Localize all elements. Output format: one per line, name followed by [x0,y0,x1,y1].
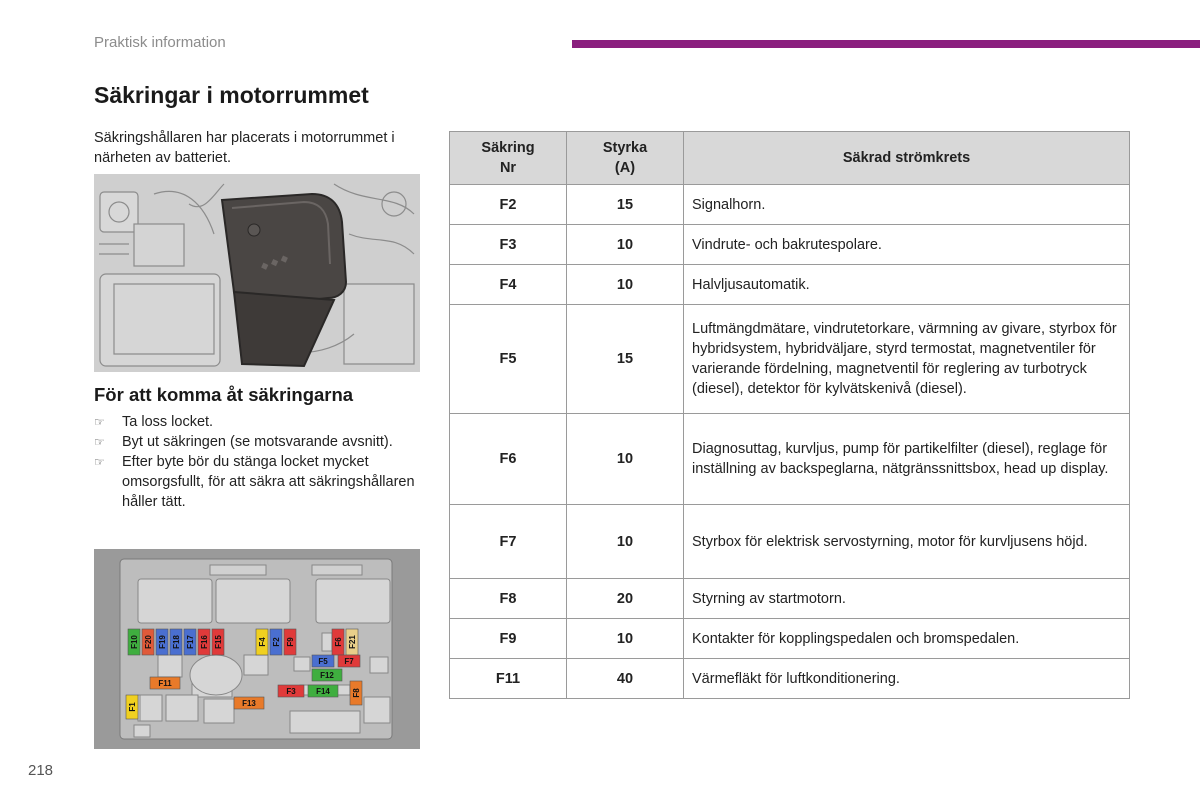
fuse-circuit: Styrning av startmotorn. [684,579,1130,619]
list-item [94,432,424,452]
fuse-label: F18 [172,635,181,649]
table-row [450,659,1130,699]
fuse-label: F9 [286,637,295,647]
pointing-hand-icon: ☞ [94,435,105,449]
fuse-rating: 15 [567,305,684,414]
fuse-label: F17 [186,635,195,649]
fuse-f1 [126,695,138,719]
fuse-label: F21 [348,635,357,649]
fuse-label: F2 [272,637,281,647]
table-row [450,505,1130,579]
step-text: Byt ut säkringen (se motsvarande avsnitt). [122,434,393,450]
fuse-circuit: Signalhorn. [684,185,1130,225]
fuse-f13 [234,697,264,709]
table-row [450,265,1130,305]
header-accent-bar [572,40,1200,48]
column-header-label: Säkring Nr [481,140,535,176]
fuse-f14 [308,685,338,697]
fuse-label: F4 [258,637,267,647]
fuse-rating: 10 [567,619,684,659]
fuse-f16 [198,629,210,655]
section-header: Praktisk information [94,34,226,51]
fuse-label: F10 [130,635,139,649]
fuse-f17 [184,629,196,655]
fuse-label: F3 [286,687,296,696]
fuse-rating: 10 [567,505,684,579]
fuse-f15 [212,629,224,655]
list-item [94,452,424,512]
fuse-number: F4 [450,265,567,305]
table-row [450,414,1130,505]
step-text: Ta loss locket. [122,414,214,430]
fuse-number: F6 [450,414,567,505]
fuse-rating: 10 [567,225,684,265]
table-row [450,579,1130,619]
pointing-hand-icon: ☞ [94,455,105,469]
fuse-circuit: Kontakter för kopplingspedalen och bromspedalen. [684,619,1130,659]
access-heading: För att komma åt säkringarna [94,384,354,405]
fuse-f12 [312,669,342,681]
fuse-f4 [256,629,268,655]
fuse-label: F20 [144,635,153,649]
fuse-number: F7 [450,505,567,579]
fuse-label: F13 [242,699,256,708]
fuse-label: F15 [214,635,223,649]
fuse-label: F16 [200,635,209,649]
fuse-f11 [150,677,180,689]
table-header-row [450,132,1130,185]
fuse-number: F9 [450,619,567,659]
access-steps [94,412,424,512]
fuse-number: F3 [450,225,567,265]
fuse-circuit: Luftmängdmätare, vindrutetorkare, värmning av givare, styrbox för hybridsystem, hybridväljare, styrd termostat, magnetventiler för varierande fördelning, magnetventil för reglering av turbotryck (diesel), detektor för kylvätskenivå (diesel). [684,305,1130,414]
fuse-f6 [332,629,344,655]
column-header: Säkrad strömkrets [684,132,1130,185]
fuse-f19 [156,629,168,655]
column-header-label: Styrka (A) [602,140,648,176]
table-row [450,305,1130,414]
fuse-number: F8 [450,579,567,619]
pointing-hand-icon: ☞ [94,415,105,429]
fuse-rating: 20 [567,579,684,619]
fuse-f7 [338,655,360,667]
fuse-f21 [346,629,358,655]
table-row [450,225,1130,265]
fuse-number: F5 [450,305,567,414]
fuse-circuit: Halvljusautomatik. [684,265,1130,305]
fuse-label: F12 [320,671,334,680]
fuse-circuit: Värmefläkt för luftkonditionering. [684,659,1130,699]
fuse-label: F6 [334,637,343,647]
fuse-f9 [284,629,296,655]
column-header [450,132,567,185]
fuse-rating: 40 [567,659,684,699]
fuse-rating: 10 [567,265,684,305]
fuse-label: F1 [128,702,137,712]
fuse-circuit: Diagnosuttag, kurvljus, pump för partikelfilter (diesel), reglage för inställning av backspeglarna, nätgränssnittsbox, head up display. [684,414,1130,505]
fuse-f3 [278,685,304,697]
fuse-label: F8 [352,688,361,698]
engine-bay-illustration [94,174,420,372]
fuse-circuit: Styrbox för elektrisk servostyrning, motor för kurvljusens höjd. [684,505,1130,579]
fuse-rating: 15 [567,185,684,225]
fuse-rating: 10 [567,414,684,505]
column-header [567,132,684,185]
step-text: Efter byte bör du stänga locket mycket omsorgsfullt, för att säkra att säkringshållaren håller tätt. [122,454,415,510]
fuse-f18 [170,629,182,655]
fuse-number: F2 [450,185,567,225]
fuse-label: F19 [158,635,167,649]
svg-text:◆ ◆ ◆: ◆ ◆ ◆ [259,252,290,273]
table-row [450,619,1130,659]
list-item [94,412,424,432]
page-title: Säkringar i motorrummet [94,82,369,108]
fuse-label: F7 [344,657,354,666]
intro-text: Säkringshållaren har placerats i motorrummet i närheten av batteriet. [94,130,395,166]
fuse-label: F5 [318,657,328,666]
fuse-f2 [270,629,282,655]
fuse-f20 [142,629,154,655]
page-number: 218 [28,762,54,779]
fuse-table [449,131,1130,699]
fuse-f10 [128,629,140,655]
fuse-number: F11 [450,659,567,699]
fuse-f8 [350,681,362,705]
fuse-circuit: Vindrute- och bakrutespolare. [684,225,1130,265]
fuse-f5 [312,655,334,667]
fuse-label: F14 [316,687,330,696]
fuse-box-diagram [94,549,420,749]
table-row [450,185,1130,225]
fuse-label: F11 [158,679,172,688]
